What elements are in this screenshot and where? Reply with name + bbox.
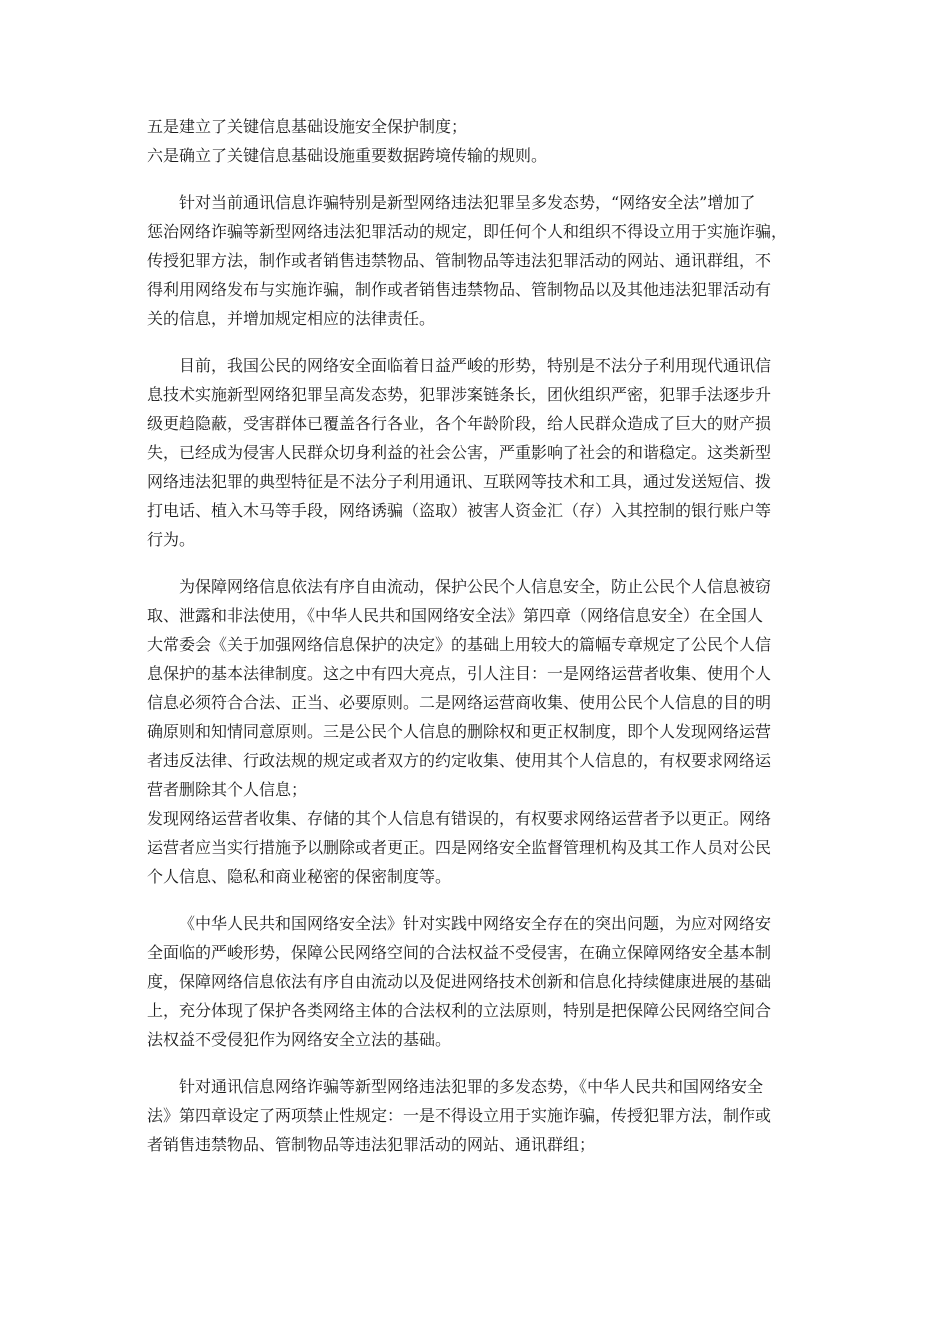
paragraph-line: 取、泄露和非法使用，《中华人民共和国网络安全法》第四章（网络信息安全）在全国人 — [147, 606, 764, 625]
paragraph-line: 者违反法律、行政法规的规定或者双方的约定收集、使用其个人信息的，有权要求网络运 — [147, 751, 772, 770]
paragraph — [147, 1072, 807, 1159]
paragraph-line: 关的信息，并增加规定相应的法律责任。 — [147, 309, 436, 328]
paragraph-line: 个人信息、隐私和商业秘密的保密制度等。 — [147, 867, 452, 886]
paragraph-line: 信息必须符合合法、正当、必要原则。二是网络运营商收集、使用公民个人信息的目的明 — [147, 693, 772, 712]
paragraph-line: 目前，我国公民的网络安全面临着日益严峻的形势，特别是不法分子利用现代通讯信 — [179, 356, 772, 375]
paragraph-line: 《中华人民共和国网络安全法》针对实践中网络安全存在的突出问题，为应对网络安 — [179, 914, 772, 933]
paragraph-line: 发现网络运营者收集、存储的其个人信息有错误的，有权要求网络运营者予以更正。网络 — [147, 809, 772, 828]
paragraph — [147, 188, 807, 333]
paragraph-line: 息保护的基本法律制度。这之中有四大亮点，引人注目：一是网络运营者收集、使用个人 — [147, 664, 772, 683]
paragraph-line: 级更趋隐蔽，受害群体已覆盖各行各业，各个年龄阶段，给人民群众造成了巨大的财产损 — [147, 414, 772, 433]
paragraph-line: 针对通讯信息网络诈骗等新型网络违法犯罪的多发态势，《中华人民共和国网络安全 — [179, 1077, 764, 1096]
paragraph-line: 惩治网络诈骗等新型网络违法犯罪活动的规定，即任何个人和组织不得设立用于实施诈骗， — [147, 222, 788, 241]
paragraph-line: 行为。 — [147, 530, 196, 549]
paragraph-line: 为保障网络信息依法有序自由流动，保护公民个人信息安全，防止公民个人信息被窃 — [179, 577, 772, 596]
paragraph-line: 上，充分体现了保护各类网络主体的合法权利的立法原则，特别是把保障公民网络空间合 — [147, 1001, 772, 1020]
paragraph-line: 法》第四章设定了两项禁止性规定：一是不得设立用于实施诈骗，传授犯罪方法，制作或 — [147, 1106, 772, 1125]
paragraph-line: 营者删除其个人信息； — [147, 780, 308, 799]
paragraph-line: 网络违法犯罪的典型特征是不法分子利用通讯、互联网等技术和工具，通过发送短信、拨 — [147, 472, 772, 491]
paragraph-line: 息技术实施新型网络犯罪呈高发态势，犯罪涉案链条长，团伙组织严密，犯罪手法逐步升 — [147, 385, 772, 404]
paragraph-line: 运营者应当实行措施予以删除或者更正。四是网络安全监督管理机构及其工作人员对公民 — [147, 838, 772, 857]
paragraph — [147, 572, 807, 891]
paragraph-line: 者销售违禁物品、管制物品等违法犯罪活动的网站、通讯群组； — [147, 1135, 596, 1154]
paragraph-line: 法权益不受侵犯作为网络安全立法的基础。 — [147, 1030, 452, 1049]
paragraph-line: 五是建立了关键信息基础设施安全保护制度； — [147, 117, 468, 136]
paragraph-line: 六是确立了关键信息基础设施重要数据跨境传输的规则。 — [147, 146, 548, 165]
paragraph-line: 针对当前通讯信息诈骗特别是新型网络违法犯罪呈多发态势，“网络安全法”增加了 — [179, 193, 756, 212]
document-page — [147, 112, 807, 1177]
paragraph — [147, 351, 807, 554]
paragraph-line: 全面临的严峻形势，保障公民网络空间的合法权益不受侵害，在确立保障网络安全基本制 — [147, 943, 772, 962]
paragraph-line: 大常委会《关于加强网络信息保护的决定》的基础上用较大的篇幅专章规定了公民个人信 — [147, 635, 772, 654]
paragraph — [147, 909, 807, 1054]
paragraph-line: 传授犯罪方法，制作或者销售违禁物品、管制物品等违法犯罪活动的网站、通讯群组，不 — [147, 251, 772, 270]
paragraph-line: 打电话、植入木马等手段，网络诱骗（盗取）被害人资金汇（存）入其控制的银行账户等 — [147, 501, 772, 520]
paragraph — [147, 112, 807, 170]
paragraph-line: 失，已经成为侵害人民群众切身利益的社会公害，严重影响了社会的和谐稳定。这类新型 — [147, 443, 772, 462]
paragraph-line: 度，保障网络信息依法有序自由流动以及促进网络技术创新和信息化持续健康进展的基础 — [147, 972, 772, 991]
paragraph-line: 得利用网络发布与实施诈骗，制作或者销售违禁物品、管制物品以及其他违法犯罪活动有 — [147, 280, 772, 299]
paragraph-line: 确原则和知情同意原则。三是公民个人信息的删除权和更正权制度，即个人发现网络运营 — [147, 722, 772, 741]
